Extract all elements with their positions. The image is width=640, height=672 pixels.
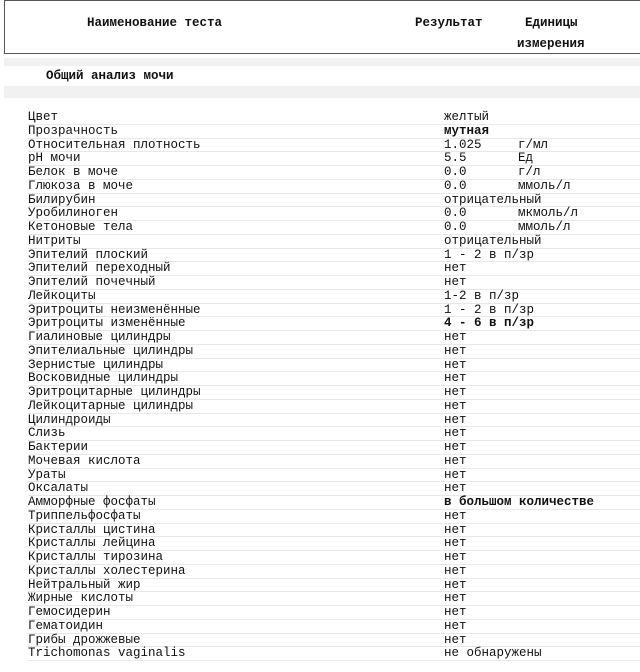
table-row [28,510,640,524]
test-result: нет [444,440,467,454]
table-row [28,331,640,345]
table-row [28,482,640,496]
column-header-units-line1: Единицы [525,16,578,30]
test-name: Кристаллы холестерина [28,563,186,578]
table-row [28,276,640,290]
test-result: нет [444,618,467,633]
test-name: pH мочи [28,151,81,166]
test-unit: мкмоль/л [518,206,579,221]
test-result: нет [444,398,467,413]
test-result: 0.0 [444,220,467,234]
test-name: Слизь [28,426,66,441]
test-name: Лейкоцитарные цилиндры [28,398,194,413]
test-result: в большом количестве [444,495,595,509]
test-name: Оксалаты [28,481,89,496]
test-name: Мочевая кислота [28,453,141,468]
test-name: Эритроциты неизменённые [28,302,201,317]
table-row [28,524,640,538]
table-row [28,207,640,221]
test-name: Уробилиноген [28,206,119,221]
table-row [28,249,640,263]
test-result: нет [444,371,467,386]
test-result: нет [444,536,467,551]
table-row [28,194,640,208]
table-row [28,166,640,180]
test-name: Зернистые цилиндры [28,357,164,372]
test-result: нет [444,426,467,441]
test-name: Эпителий почечный [28,275,156,289]
test-result: нет [444,591,467,606]
test-result: нет [444,563,467,578]
test-name: Глюкоза в моче [28,178,134,193]
test-name: Амморфные фосфаты [28,495,156,509]
column-header-name: Наименование теста [87,16,223,30]
test-name: Жирные кислоты [28,591,134,606]
spacer-band [4,58,640,66]
test-result: нет [444,508,467,523]
test-result: отрицательный [444,192,542,207]
test-result: нет [444,577,467,592]
test-name: Цвет [28,110,59,124]
test-name: Кристаллы тирозина [28,550,164,564]
test-result: 4 - 6 в п/зр [444,316,535,331]
table-row [28,565,640,579]
test-name: Эпителиальные цилиндры [28,343,194,358]
test-result: 1.025 [444,137,482,152]
table-row [28,262,640,276]
table-row [28,537,640,551]
test-result: желтый [444,110,490,124]
test-unit: г/л [518,165,541,179]
table-row [28,221,640,235]
test-name: Белок в моче [28,165,119,179]
test-name: Триппельфосфаты [28,508,141,523]
test-name: Прозрачность [28,123,119,138]
table-row [28,455,640,469]
table-row [28,414,640,428]
test-name: Кристаллы лейцина [28,536,156,551]
spacer-band [4,86,640,98]
test-result: нет [444,357,467,372]
test-result: нет [444,330,467,344]
test-name: Лейкоциты [28,288,96,303]
test-result: нет [444,605,467,619]
test-name: Эритроцитарные цилиндры [28,385,201,399]
test-name: Эпителий переходный [28,261,171,276]
test-name: Билирубин [28,192,96,207]
test-name: Эпителий плоский [28,247,149,262]
table-row [28,647,640,661]
table-row [28,427,640,441]
table-row [28,441,640,455]
table-row [28,496,640,510]
table-row [28,469,640,483]
table-row [28,372,640,386]
column-header-units-line2: измерения [517,37,585,51]
test-name: Гематоидин [28,618,104,633]
table-row [28,359,640,373]
test-unit: г/мл [518,137,549,152]
test-name: Гемосидерин [28,605,111,619]
table-row [28,111,640,125]
table-row [28,235,640,249]
test-result: мутная [444,123,490,138]
test-result: нет [444,385,467,399]
test-name: Относительная плотность [28,137,201,152]
results-list [28,111,640,661]
test-name: Бактерии [28,440,89,454]
table-row [28,152,640,166]
section-title: Общий анализ мочи [46,69,174,83]
test-result: нет [444,522,467,537]
test-name: Гиалиновые цилиндры [28,330,171,344]
test-result: 1 - 2 в п/зр [444,247,535,262]
test-result: 1 - 2 в п/зр [444,302,535,317]
test-result: нет [444,481,467,496]
table-row [28,139,640,153]
test-result: не обнаружены [444,646,542,661]
test-name: Кристаллы цистина [28,522,156,537]
test-result: 1-2 в п/зр [444,288,520,303]
test-result: нет [444,261,467,276]
test-name: Восковидные цилиндры [28,371,179,386]
test-unit: ммоль/л [518,220,571,234]
table-row [28,400,640,414]
test-result: нет [444,343,467,358]
table-row [28,290,640,304]
test-name: Нейтральный жир [28,577,141,592]
test-result: нет [444,275,467,289]
table-row [28,125,640,139]
table-row [28,620,640,634]
test-unit: Ед [518,151,534,166]
column-header-result: Результат [415,16,483,30]
test-result: 0.0 [444,165,467,179]
test-name: Кетоновые тела [28,220,134,234]
test-result: нет [444,550,467,564]
test-result: 0.0 [444,206,467,221]
test-name: Нитриты [28,233,81,248]
test-result: нет [444,467,467,482]
table-row [28,592,640,606]
test-result: нет [444,453,467,468]
table-row [28,345,640,359]
table-row [28,579,640,593]
test-name: Цилиндроиды [28,412,111,427]
test-name: Грибы дрожжевые [28,632,141,647]
test-name: Trichomonas vaginalis [28,646,186,661]
table-row [28,180,640,194]
table-row [28,386,640,400]
table-row [28,317,640,331]
table-row [28,606,640,620]
table-row [28,551,640,565]
table-header [4,0,640,54]
test-result: отрицательный [444,233,542,248]
test-result: 5.5 [444,151,467,166]
test-name: Ураты [28,467,66,482]
test-result: нет [444,632,467,647]
table-row [28,304,640,318]
test-name: Эритроциты изменённые [28,316,186,331]
test-result: 0.0 [444,178,467,193]
test-result: нет [444,412,467,427]
test-unit: ммоль/л [518,178,571,193]
table-row [28,634,640,648]
